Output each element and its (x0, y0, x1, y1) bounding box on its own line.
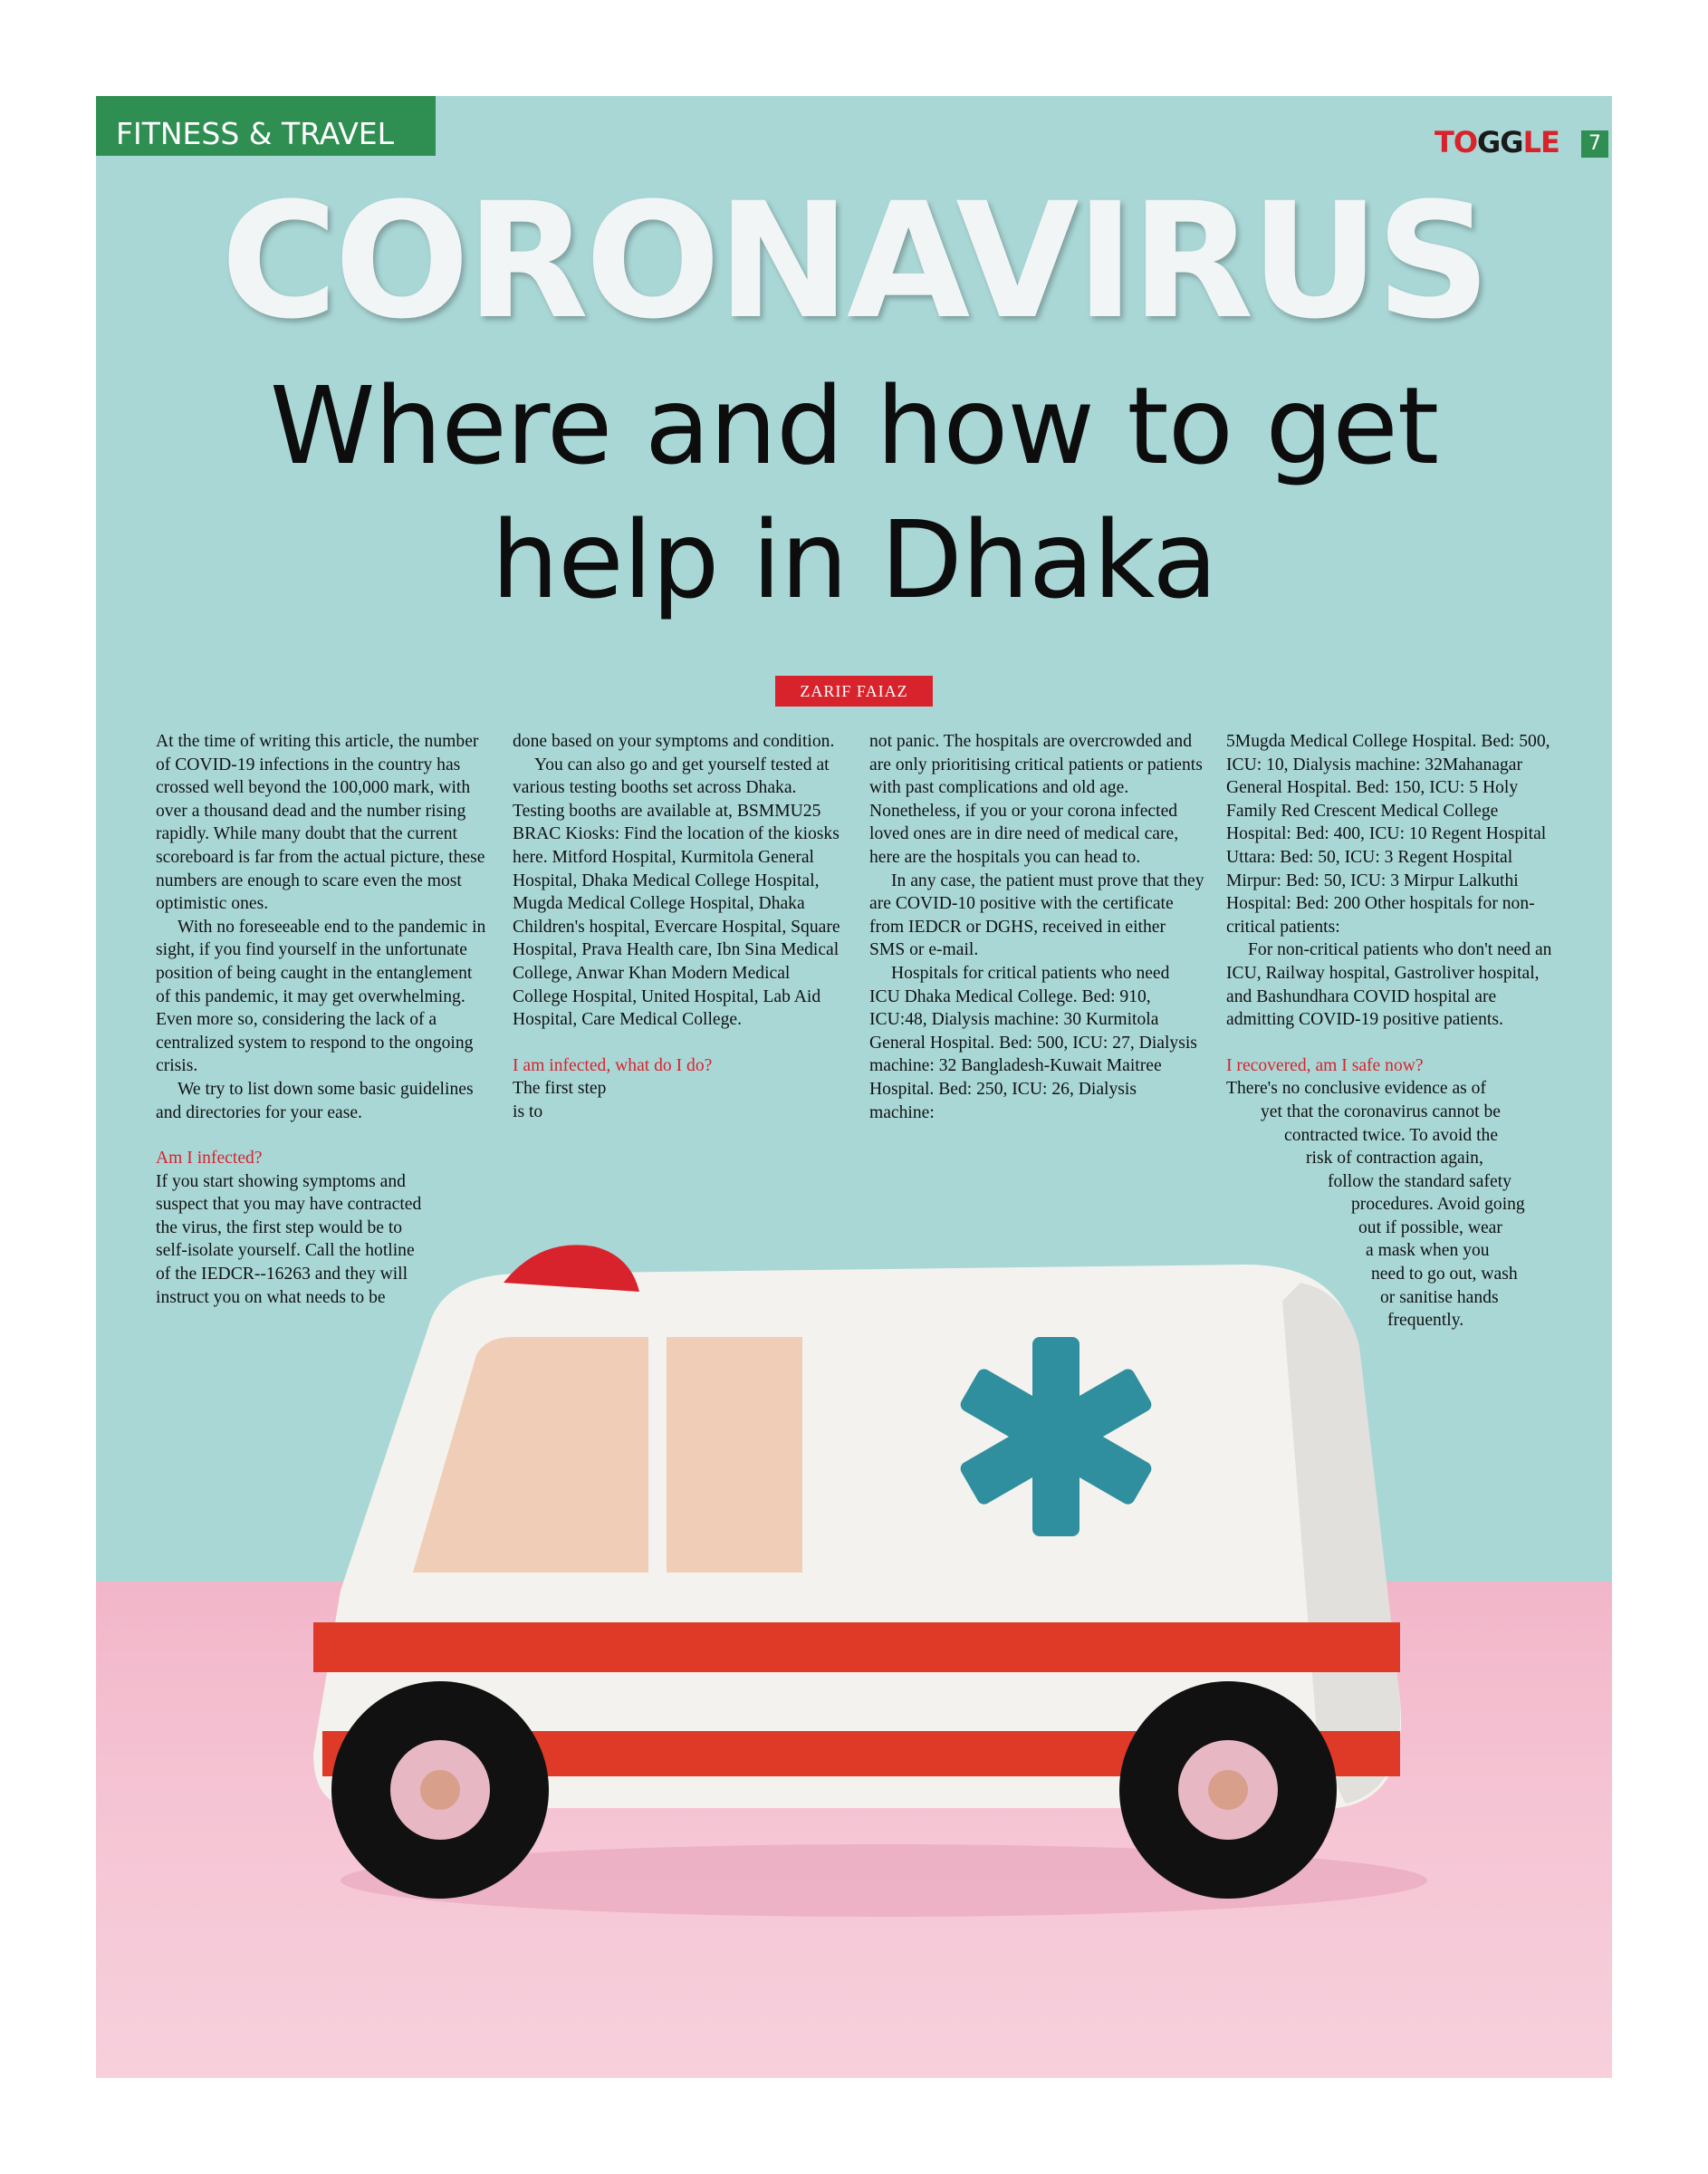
paragraph: not panic. The hospitals are overcrowded and are only prioritising critical patients or patients with past complications and old age. Nonetheless, if you or your corona infected loved ones are in dire need of medical care, here are the hospitals you can head to. (869, 732, 1203, 867)
paragraph-line: or sanitise hands (1380, 1287, 1499, 1307)
wheel-left (331, 1681, 549, 1899)
headline-line2: help in Dhaka (491, 497, 1217, 622)
paragraph: With no foreseeable end to the pandemic in sight, if you find yourself in the unfortunate position of being caught in the entanglement of this pandemic, it may get overwhelming. Even more so, considering the lack of a centralized system to respond to the ongoing crisis. (156, 917, 486, 1076)
paragraph-line: There's no conclusive evidence as of (1226, 1079, 1486, 1099)
brand-logo (1435, 125, 1559, 159)
article-column-2 (513, 730, 848, 1124)
paragraph: done based on your symptoms and condition. (513, 732, 835, 751)
paragraph: If you start showing symptoms and suspect that you may have contracted the virus, the first step would be to self-isolate yourself. Call the hotline of the IEDCR--16263 and they will instruct you on what needs to be (156, 1171, 422, 1307)
article-column-3 (869, 730, 1204, 1124)
subheading-infected: Am I infected? (156, 1149, 263, 1169)
paragraph: In any case, the patient must prove that they are COVID-10 positive with the certificate from IEDCR or DGHS, received in either SMS or e-mail. (869, 871, 1204, 960)
subheading-recovered: I recovered, am I safe now? (1226, 1055, 1424, 1075)
section-tag (96, 96, 436, 156)
paragraph-line: frequently. (1387, 1311, 1464, 1331)
wheel-right (1119, 1681, 1337, 1899)
brand-logo-part2: GG (1477, 125, 1523, 159)
paragraph-line: out if possible, wear (1358, 1217, 1502, 1237)
paragraph-line: yet that the coronavirus cannot be (1261, 1101, 1501, 1121)
paragraph: For non-critical patients who don't need an ICU, Railway hospital, Gastroliver hospital, and Bashundhara COVID hospital are admitting COVID-19 positive patients. (1226, 940, 1552, 1030)
paragraph-line: a mask when you (1366, 1241, 1490, 1261)
page-number: 7 (1581, 130, 1608, 158)
subheading-what-to-do: I am infected, what do I do? (513, 1055, 713, 1075)
paragraph-line: risk of contraction again, (1306, 1149, 1483, 1169)
section-label: FITNESS & TRAVEL (116, 116, 395, 151)
paragraph: You can also go and get yourself tested at various testing booths set across Dhaka. Testing booths are available at, BSMMU25 BRAC Kiosks: Find the location of the kiosks here. Mitford Hospital, Kurmitola General Hospital, Dhaka Medical College Hospital, Mugda Medical College Hospital, Dhaka Children's hospital, Evercare Hospital, Square Hospital, Prava Health care, Ibn Sina Medical College, Anwar Khan Modern Medical College Hospital, United Hospital, Lab Aid Hospital, Care Medical College. (513, 755, 840, 1030)
kicker-title: CORONAVIRUS (220, 168, 1488, 354)
paragraph-line: follow the standard safety (1328, 1171, 1511, 1191)
paragraph-line: procedures. Avoid going (1351, 1195, 1525, 1215)
paragraph-line: contracted twice. To avoid the (1284, 1125, 1499, 1145)
paragraph-line: need to go out, wash (1371, 1265, 1518, 1284)
paragraph: We try to list down some basic guidelines and directories for your ease. (156, 1079, 474, 1122)
byline-badge: ZARIF FAIAZ (775, 676, 933, 707)
brand-logo-part3: LE (1522, 125, 1559, 159)
headline-line1: Where and how to get (269, 363, 1439, 488)
paragraph: 5Mugda Medical College Hospital. Bed: 500, ICU: 10, Dialysis machine: 32Mahanagar General Hospital. Bed: 150, ICU: 5 Holy Family Red Crescent Medical College Hospital: Bed: 400, ICU: 10 Regent Hospital Uttara: Bed: 50, ICU: 3 Regent Hospital Mirpur: Bed: 50, ICU: 3 Mirpur Lalkuthi Hospital: Bed: 200 Other hospitals for non-critical patients: (1226, 732, 1550, 937)
headline (96, 359, 1612, 627)
magazine-page (96, 96, 1612, 2078)
paragraph: At the time of writing this article, the number of COVID-19 infections in the country has crossed well beyond the 100,000 mark, with over a thousand dead and the number rising rapidly. While many doubt that the current scoreboard is far from the actual picture, these numbers are enough to scare even the most optimistic ones. (156, 732, 485, 914)
paragraph: The first step is to (513, 1079, 607, 1121)
paragraph: Hospitals for critical patients who need ICU Dhaka Medical College. Bed: 910, ICU:48, Dialysis machine: 30 Kurmitola General Hospital. Bed: 500, ICU: 27, Dialysis machine: 32 Bangladesh-Kuwait Maitree Hospital. Bed: 250, ICU: 26, Dialysis machine: (869, 963, 1197, 1122)
brand-logo-part1: TO (1435, 125, 1478, 159)
toy-ambulance-icon (304, 1210, 1445, 1917)
